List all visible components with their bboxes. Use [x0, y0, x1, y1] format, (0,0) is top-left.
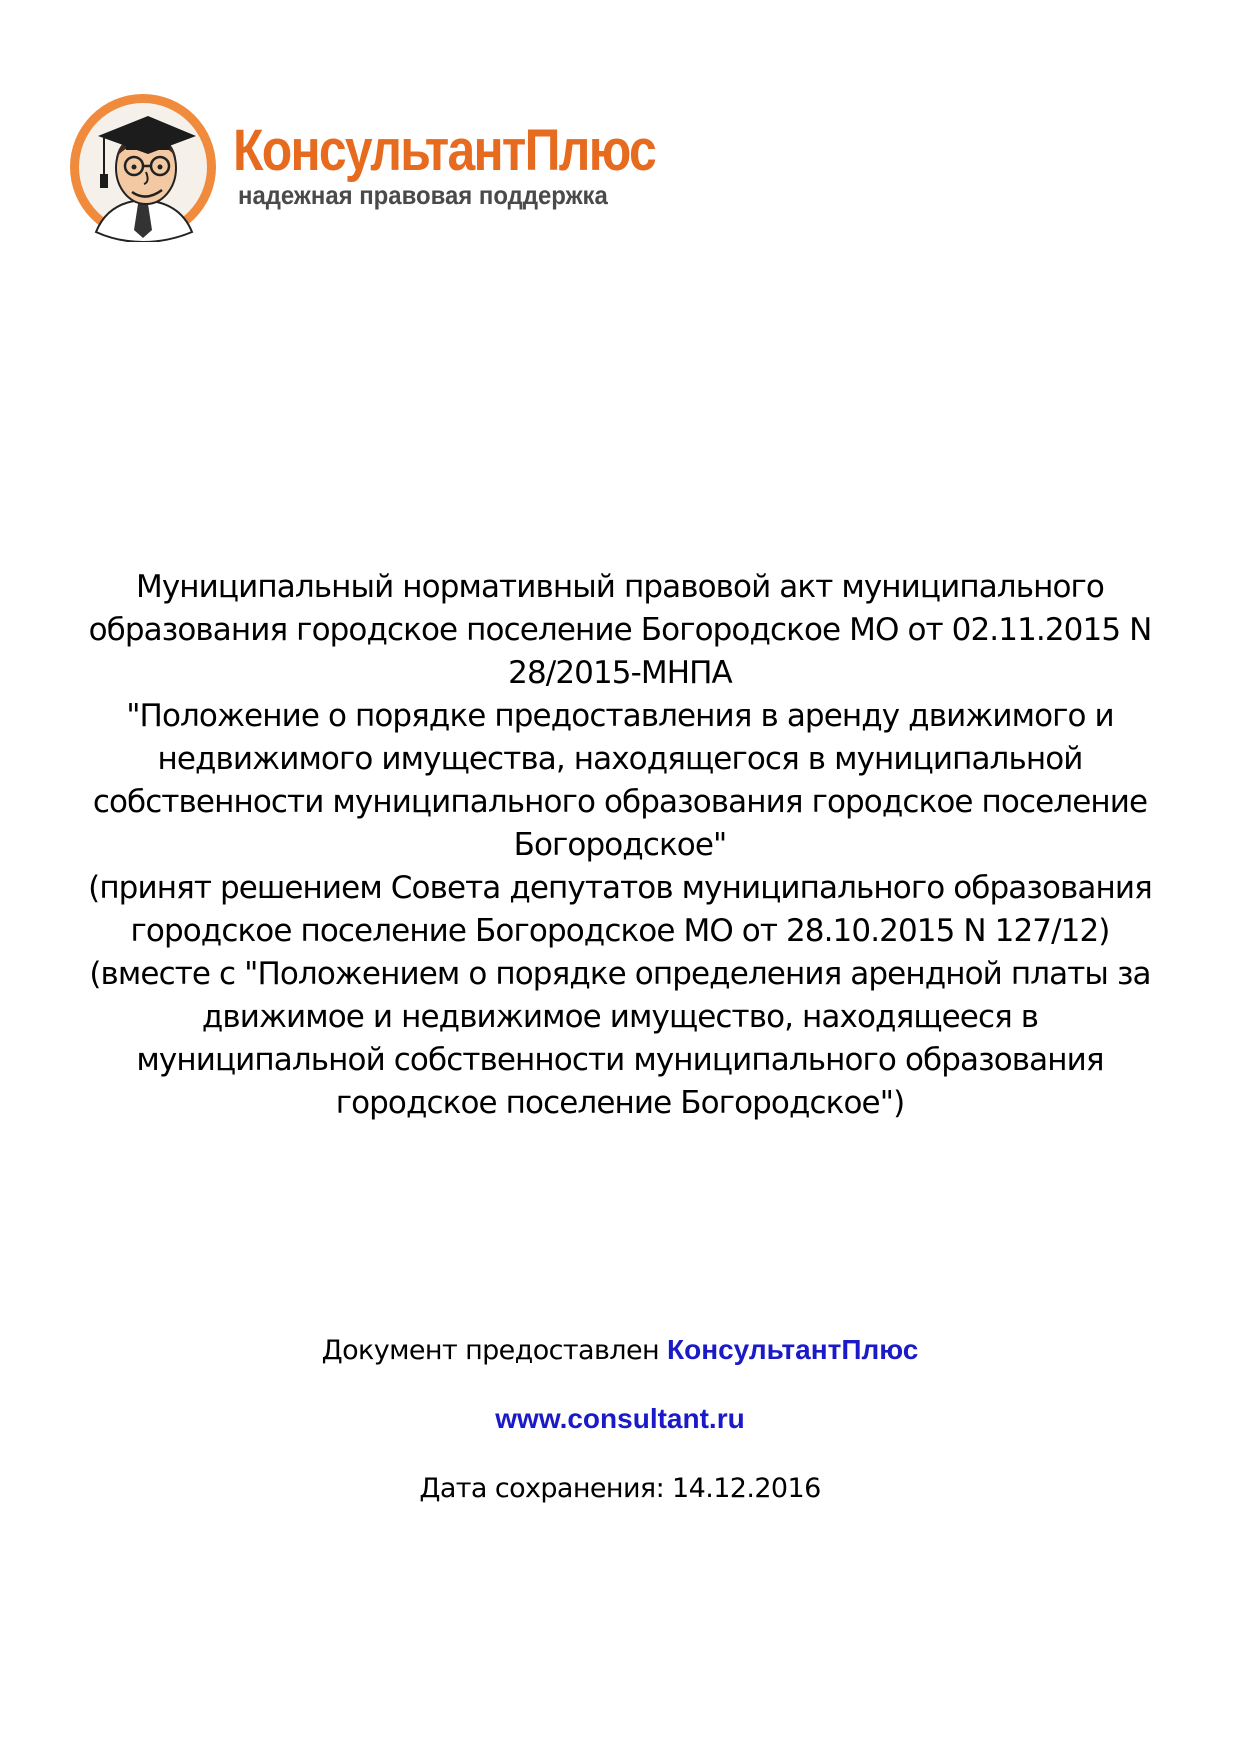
mascot-icon — [68, 92, 218, 242]
title-line: (вместе с "Положением о порядке определения арендной платы за — [89, 956, 1151, 992]
title-line: городское поселение Богородское") — [335, 1085, 905, 1121]
logo-tagline: надежная правовая поддержка — [238, 180, 608, 210]
title-line: недвижимого имущества, находящегося в муниципальной — [157, 741, 1083, 777]
title-line: движимое и недвижимое имущество, находящееся в — [201, 999, 1039, 1035]
save-date: Дата сохранения: 14.12.2016 — [419, 1473, 821, 1504]
logo-brand-name: КонсультантПлюс — [233, 118, 655, 183]
title-line: Муниципальный нормативный правовой акт муниципального — [136, 569, 1104, 605]
title-line: 28/2015-МНПА — [508, 655, 732, 691]
title-line: собственности муниципального образования городское поселение — [92, 784, 1148, 820]
website-line — [0, 1403, 1240, 1436]
title-line: городское поселение Богородское МО от 28.10.2015 N 127/12) — [130, 913, 1110, 949]
document-title — [60, 566, 1180, 1125]
title-line: образования городское поселение Богородское МО от 02.11.2015 N — [88, 612, 1152, 648]
title-line: "Положение о порядке предоставления в аренду движимого и — [126, 698, 1114, 734]
provided-by-line — [0, 1334, 1240, 1367]
title-line: муниципальной собственности муниципального образования — [136, 1042, 1104, 1078]
title-line: (принят решением Совета депутатов муниципального образования — [88, 870, 1152, 906]
consultantplus-logo — [68, 92, 708, 242]
title-line: Богородское" — [513, 827, 727, 863]
provided-by-text: Документ предоставлен — [321, 1335, 660, 1366]
website-link[interactable]: www.consultant.ru — [495, 1403, 745, 1434]
consultantplus-link[interactable]: КонсультантПлюс — [667, 1334, 919, 1365]
